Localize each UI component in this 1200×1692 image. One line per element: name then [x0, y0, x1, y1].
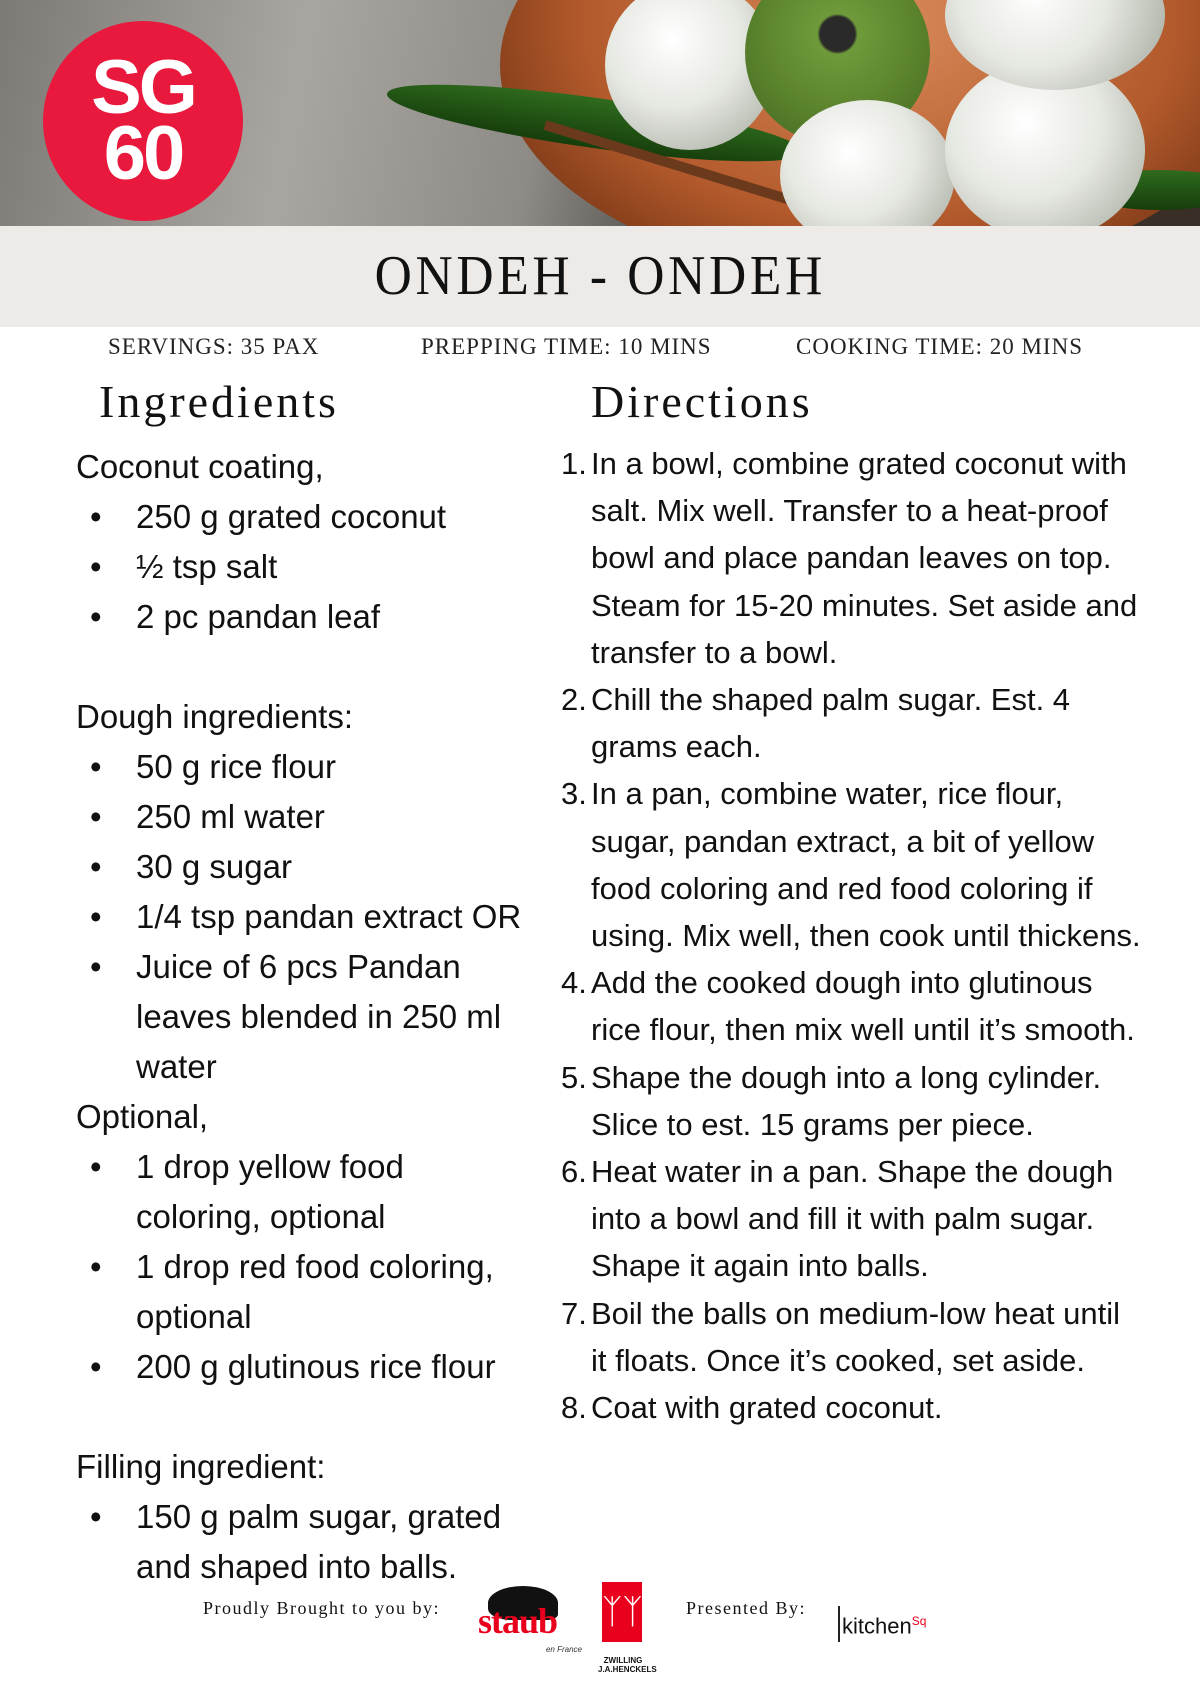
step-text: Shape the dough into a long cylinder. Slice to est. 15 grams per piece.	[591, 1059, 1102, 1142]
staub-text: staub	[478, 1601, 558, 1641]
servings: SERVINGS: 35 PAX	[108, 334, 320, 359]
brought-by-label: Proudly Brought to you by:	[203, 1598, 441, 1618]
kitchen-sup: Sq	[911, 1614, 927, 1628]
direction-step	[561, 1384, 1141, 1431]
ingredient-item: • 250 g grated coconut	[76, 492, 556, 542]
directions-list	[561, 440, 1141, 1431]
kitchensq-logo	[838, 1606, 926, 1642]
step-number: 6.	[561, 1154, 587, 1190]
direction-step	[561, 1290, 1141, 1384]
ingredient-item: • 30 g sugar	[76, 842, 556, 892]
step-text: Add the cooked dough into glutinous rice flour, then mix well until it’s smooth.	[591, 965, 1135, 1048]
directions-heading: Directions	[591, 376, 813, 427]
step-text: In a pan, combine water, rice flour, sugar, pandan extract, a bit of yellow food coloring and red food coloring if using. Mix well, then cook until thickens.	[591, 776, 1141, 954]
step-number: 1.	[561, 446, 587, 481]
logo-text: 60	[103, 111, 183, 196]
step-number: 3.	[561, 776, 587, 812]
sg60-logo	[43, 21, 243, 221]
ingredients-heading: Ingredients	[99, 376, 339, 427]
direction-step	[561, 770, 1141, 959]
zwilling-logo-icon: ᛉᛉ	[602, 1582, 642, 1642]
step-text: Heat water in a pan. Shape the dough into a bowl and fill it with palm sugar. Shape it again into balls.	[591, 1154, 1114, 1284]
cook-time: COOKING TIME: 20 MINS	[796, 334, 1083, 359]
prep-time: PREPPING TIME: 10 MINS	[421, 334, 712, 359]
kitchen-text: kitchen	[842, 1613, 912, 1639]
staub-subtext: en France	[545, 1645, 582, 1654]
ingredient-item: • 150 g palm sugar, grated and shaped into balls.	[76, 1492, 546, 1592]
step-number: 4.	[561, 965, 587, 1001]
step-text: In a bowl, combine grated coconut with salt. Mix well. Transfer to a heat-proof bowl and place pandan leaves on top. Steam for 15-20 minutes. Set aside and transfer to a bowl.	[591, 446, 1138, 670]
direction-step	[561, 1054, 1141, 1148]
step-number: 5.	[561, 1059, 587, 1095]
direction-step	[561, 440, 1141, 676]
ingredient-item: • 2 pc pandan leaf	[76, 592, 556, 642]
step-text: Coat with grated coconut.	[591, 1390, 943, 1426]
direction-step	[561, 1148, 1141, 1290]
ingredient-item: • 1 drop red food coloring, optional	[76, 1242, 546, 1342]
ingredient-group	[76, 742, 556, 1092]
section-title: Filling ingredient:	[76, 1448, 326, 1485]
step-text: Chill the shaped palm sugar. Est. 4 grams each.	[591, 682, 1071, 765]
section-title: Coconut coating,	[76, 448, 324, 485]
ingredient-group	[76, 1492, 556, 1592]
zwilling-text: ZWILLING J.A.HENCKELS	[598, 1656, 657, 1674]
ingredient-item: • ½ tsp salt	[76, 542, 556, 592]
direction-step	[561, 676, 1141, 770]
ingredient-item: • Juice of 6 pcs Pandan leaves blended in 250 ml water	[76, 942, 516, 1092]
step-number: 8.	[561, 1390, 587, 1426]
ingredient-group	[76, 1142, 556, 1392]
ingredient-item: • 1 drop yellow food coloring, optional	[76, 1142, 436, 1242]
recipe-title: ONDEH - ONDEH	[374, 245, 826, 307]
ingredient-item: • 50 g rice flour	[76, 742, 556, 792]
ingredient-item: • 200 g glutinous rice flour	[76, 1342, 556, 1392]
logo-text: SG	[91, 45, 195, 130]
section-title: Dough ingredients:	[76, 698, 354, 735]
ingredient-item: • 1/4 tsp pandan extract OR	[76, 892, 556, 942]
step-number: 7.	[561, 1295, 587, 1331]
staub-logo	[468, 1584, 586, 1654]
ingredient-item: • 250 ml water	[76, 792, 556, 842]
step-text: Boil the balls on medium-low heat until it floats. Once it’s cooked, set aside.	[591, 1295, 1120, 1378]
ingredients-list	[76, 442, 556, 1592]
ingredient-group	[76, 492, 556, 642]
presented-by-label: Presented By:	[686, 1598, 806, 1618]
step-number: 2.	[561, 682, 587, 718]
direction-step	[561, 959, 1141, 1053]
title-band	[0, 226, 1200, 327]
section-title: Optional,	[76, 1098, 209, 1135]
